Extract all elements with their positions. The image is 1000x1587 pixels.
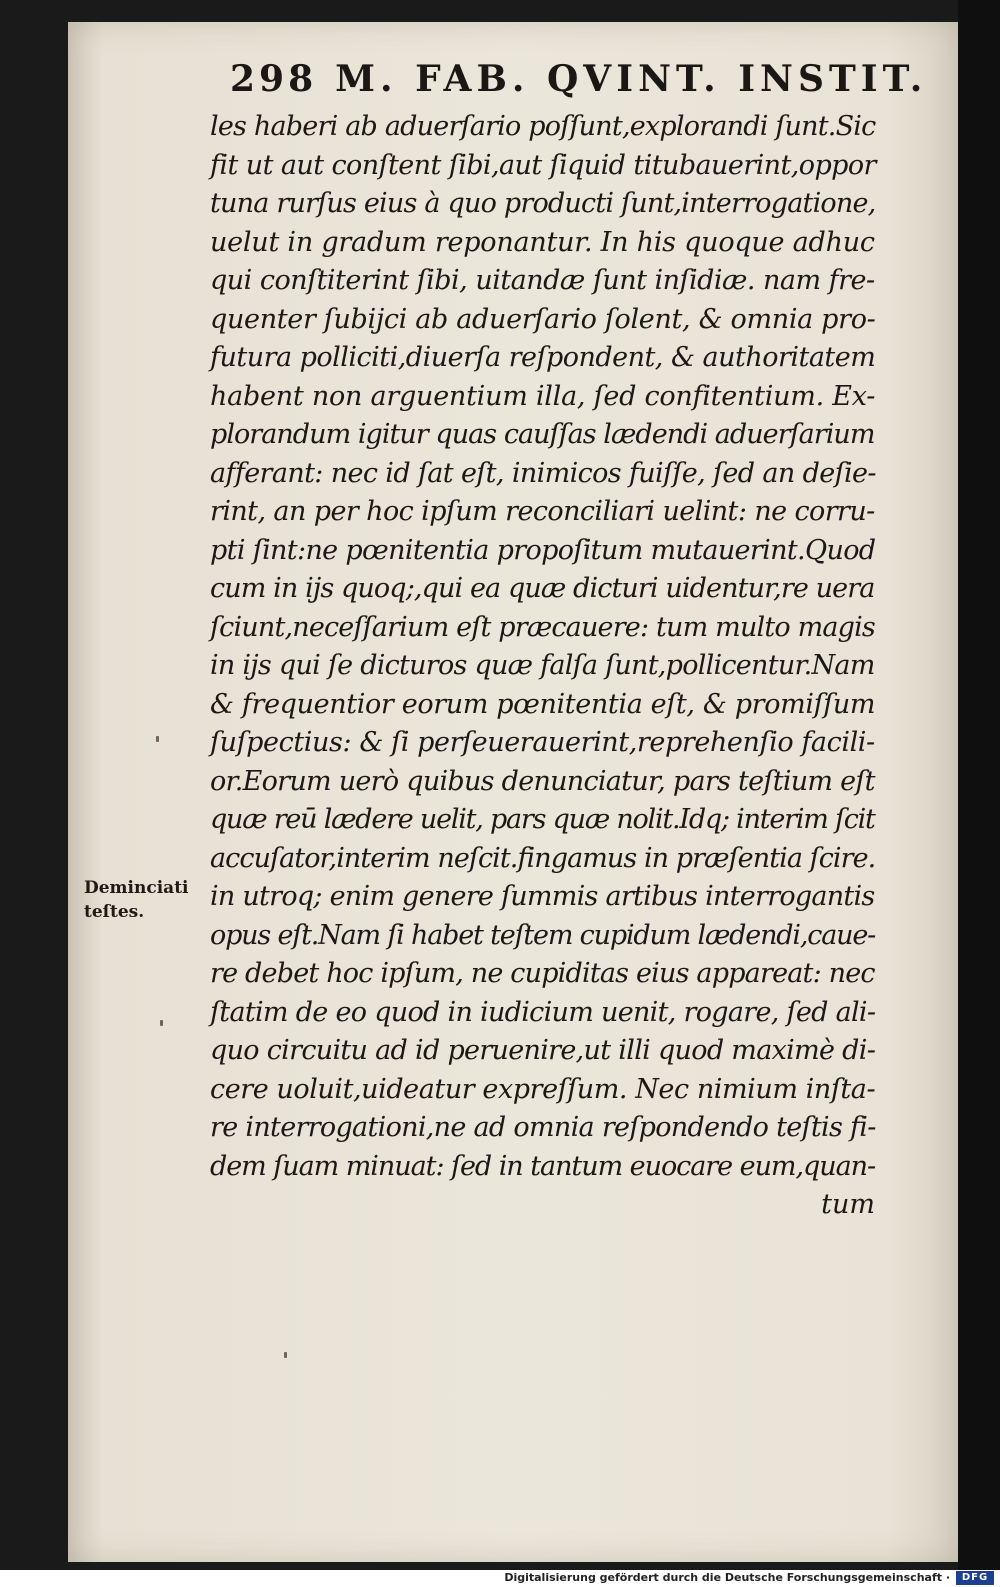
dfg-logo: DFG [956, 1571, 994, 1585]
text-line: ſtatim de eo quod in iudicium uenit, rogare, ſed ali- [210, 996, 876, 1028]
text-line: qui conſtiterint ſibi, uitandæ ſunt inſidiæ. nam fre- [210, 265, 875, 296]
running-title: M. FAB. QVINT. INSTIT. [335, 58, 928, 100]
funding-notice: Digitalisierung gefördert durch die Deutsche Forschungsgemeinschaft · [504, 1571, 950, 1584]
text-line: cum in ijs quoq;,qui ea quæ dicturi uidentur,re uera [210, 573, 875, 604]
text-line: quenter ſubijci ab aduerſario ſolent, & omnia pro- [210, 303, 876, 335]
text-line: opus eſt.Nam ſi habet teſtem cupidum lædendi,caue- [210, 919, 876, 951]
text-line: or.Eorum uerò quibus denunciatur, pars teſtium eſt [210, 765, 875, 797]
ink-speck [160, 1020, 163, 1026]
text-line: plorandum igitur quas cauſſas lædendi aduerſarium [210, 419, 875, 450]
text-line: re interrogationi,ne ad omnia reſpondendo teſtis fi- [210, 1112, 876, 1143]
text-line: futura polliciti,diuerſa reſpondent, & authoritatem [210, 342, 876, 373]
text-line: & frequentior eorum pœnitentia eſt, & promiſſum [210, 688, 876, 720]
text-line: habent non arguentium illa, ſed confitentium. Ex- [210, 380, 876, 412]
text-line: rint, an per hoc ipſum reconciliari uelint: ne corru- [210, 496, 875, 527]
body-text [210, 108, 875, 1225]
ink-speck [284, 1352, 287, 1358]
text-line: in ijs qui ſe dicturos quæ falſa ſunt,pollicentur.Nam [210, 650, 875, 681]
text-line: les haberi ab aduerſario poſſunt,explorandi ſunt.Sic [210, 111, 876, 142]
text-line: dem ſuam minuat: ſed in tantum euocare eum,quan- [210, 1150, 876, 1182]
text-line: ſuſpectius: & ſi perſeuerauerint,reprehenſio facili- [210, 727, 875, 758]
page-number: 298 [230, 58, 318, 100]
text-line: accuſator,interim neſcit.fingamus in præſentia ſcire. [210, 842, 876, 874]
marginal-note [84, 876, 194, 924]
marginal-note-line: teſtes. [84, 902, 145, 922]
text-line: afferant: nec id ſat eſt, inimicos fuiſſe, ſed an deſie- [210, 457, 876, 489]
page-header [230, 58, 928, 108]
text-line: cere uoluit,uideatur expreſſum. Nec nimium inſta- [210, 1073, 876, 1105]
text-line: re debet hoc ipſum, ne cupiditas eius appareat: nec [210, 958, 875, 989]
text-line: fit ut aut conſtent ſibi,aut ſiquid titubauerint,oppor [210, 149, 876, 181]
text-line: tum [821, 1189, 875, 1220]
ink-speck [156, 736, 159, 742]
text-line: quo circuitu ad id peruenire,ut illi quod maximè di- [210, 1035, 876, 1066]
text-line: pti ſint:ne pœnitentia propoſitum mutauerint.Quod [210, 534, 876, 566]
text-line: quæ reū lædere uelit, pars quæ nolit.Idq; interim ſcit [210, 804, 875, 835]
text-line: tuna rurſus eius à quo producti ſunt,interrogatione, [210, 188, 876, 219]
text-line: in utroq; enim genere ſummis artibus interrogantis [210, 881, 875, 912]
scan-background-edge [958, 0, 1000, 1570]
text-line: ſciunt,neceſſarium eſt præcauere: tum multo magis [210, 611, 875, 643]
marginal-note-line: Deminciati [84, 878, 189, 898]
text-line: uelut in gradum reponantur. In his quoque adhuc [210, 226, 875, 258]
